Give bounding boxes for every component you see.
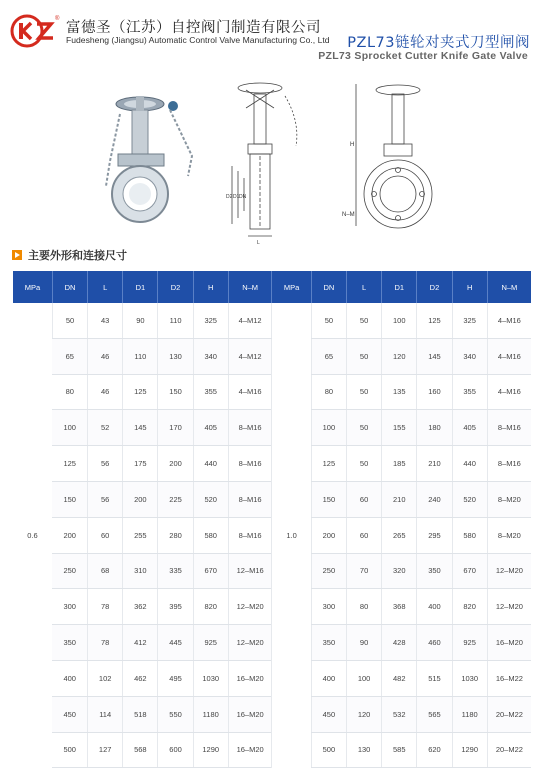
table-cell: 56	[88, 446, 123, 482]
table-cell: 46	[88, 374, 123, 410]
table-cell: 4–M12	[228, 338, 272, 374]
table-cell: 600	[158, 732, 193, 768]
company-name-cn: 富德圣（江苏）自控阀门制造有限公司	[66, 20, 321, 36]
table-cell: 160	[417, 374, 452, 410]
company-logo	[10, 14, 62, 48]
table-cell: 200	[123, 481, 158, 517]
table-cell: 68	[88, 553, 123, 589]
pressure-cell-left: 0.6	[13, 303, 52, 768]
valve-photo	[106, 96, 192, 222]
table-cell: 12–M20	[487, 553, 531, 589]
table-cell: 4–M16	[487, 338, 531, 374]
table-cell: 670	[452, 553, 487, 589]
table-cell: 1030	[193, 660, 228, 696]
table-cell: 8–M16	[487, 410, 531, 446]
dim-label-l: L	[257, 240, 260, 246]
table-cell: 325	[193, 303, 228, 338]
section-title: 主要外形和连接尺寸	[28, 249, 127, 262]
table-cell: 340	[193, 338, 228, 374]
table-cell: 428	[382, 625, 417, 661]
table-cell: 60	[88, 517, 123, 553]
table-cell: 350	[417, 553, 452, 589]
table-cell: 250	[52, 553, 87, 589]
table-cell: 145	[123, 410, 158, 446]
table-cell: 925	[193, 625, 228, 661]
table-cell: 4–M16	[228, 374, 272, 410]
table-cell: 114	[88, 696, 123, 732]
table-cell: 550	[158, 696, 193, 732]
table-body	[13, 303, 531, 768]
table-cell: 155	[382, 410, 417, 446]
table-cell: 482	[382, 660, 417, 696]
table-cell: 320	[382, 553, 417, 589]
table-cell: 495	[158, 660, 193, 696]
table-cell: 300	[311, 589, 346, 625]
table-cell: 110	[158, 303, 193, 338]
table-cell: 60	[347, 481, 382, 517]
table-cell: 210	[417, 446, 452, 482]
header-cell: DN	[52, 271, 87, 303]
header-cell: D1	[382, 271, 417, 303]
table-cell: 310	[123, 553, 158, 589]
product-title-cn: PZL73链轮对夹式刀型闸阀	[347, 35, 530, 51]
table-cell: 565	[417, 696, 452, 732]
table-cell: 16–M20	[228, 696, 272, 732]
table-cell: 8–M16	[228, 410, 272, 446]
table-cell: 127	[88, 732, 123, 768]
header-cell: DN	[311, 271, 346, 303]
play-arrow-icon	[12, 250, 22, 260]
table-cell: 500	[52, 732, 87, 768]
table-cell: 335	[158, 553, 193, 589]
product-title-en: PZL73 Sprocket Cutter Knife Gate Valve	[318, 50, 528, 62]
table-cell: 8–M16	[228, 446, 272, 482]
table-cell: 532	[382, 696, 417, 732]
table-cell: 175	[123, 446, 158, 482]
table-cell: 120	[347, 696, 382, 732]
table-cell: 240	[417, 481, 452, 517]
table-cell: 412	[123, 625, 158, 661]
section-heading	[12, 248, 127, 262]
table-cell: 395	[158, 589, 193, 625]
table-row	[13, 303, 531, 338]
table-cell: 100	[347, 660, 382, 696]
table-cell: 405	[193, 410, 228, 446]
dimension-table	[13, 271, 531, 768]
table-cell: 16–M22	[487, 660, 531, 696]
table-cell: 585	[382, 732, 417, 768]
dim-label-d2: D2	[226, 194, 233, 200]
table-cell: 135	[382, 374, 417, 410]
table-cell: 368	[382, 589, 417, 625]
dim-label-dn: DN	[239, 194, 247, 200]
table-cell: 200	[158, 446, 193, 482]
table-cell: 280	[158, 517, 193, 553]
table-cell: 12–M20	[228, 589, 272, 625]
header-cell: MPa	[13, 271, 52, 303]
table-cell: 1180	[452, 696, 487, 732]
table-cell: 78	[88, 589, 123, 625]
table-cell: 65	[311, 338, 346, 374]
table-cell: 120	[382, 338, 417, 374]
dim-label-nm: N–M	[342, 212, 355, 218]
table-cell: 670	[193, 553, 228, 589]
table-cell: 580	[193, 517, 228, 553]
table-cell: 520	[452, 481, 487, 517]
table-cell: 52	[88, 410, 123, 446]
header-cell: L	[347, 271, 382, 303]
table-cell: 8–M16	[228, 481, 272, 517]
header-cell: N–M	[487, 271, 531, 303]
table-cell: 4–M16	[487, 374, 531, 410]
table-cell: 462	[123, 660, 158, 696]
table-cell: 362	[123, 589, 158, 625]
table-cell: 50	[347, 410, 382, 446]
table-cell: 225	[158, 481, 193, 517]
table-cell: 355	[452, 374, 487, 410]
pressure-cell-right: 1.0	[272, 303, 311, 768]
table-cell: 1290	[452, 732, 487, 768]
company-name-en: Fudesheng (Jiangsu) Automatic Control Valve Manufacturing Co., Ltd	[66, 35, 330, 45]
table-cell: 925	[452, 625, 487, 661]
table-cell: 50	[52, 303, 87, 338]
table-cell: 450	[52, 696, 87, 732]
table-cell: 100	[311, 410, 346, 446]
dim-label-d1: D1	[233, 194, 240, 200]
table-cell: 50	[347, 303, 382, 338]
table-cell: 12–M20	[228, 625, 272, 661]
table-cell: 56	[88, 481, 123, 517]
table-cell: 50	[347, 446, 382, 482]
table-cell: 355	[193, 374, 228, 410]
front-view-drawing	[342, 84, 432, 228]
table-cell: 12–M16	[228, 553, 272, 589]
table-cell: 255	[123, 517, 158, 553]
table-cell: 8–M16	[487, 446, 531, 482]
table-cell: 180	[417, 410, 452, 446]
table-cell: 405	[452, 410, 487, 446]
table-cell: 16–M20	[228, 660, 272, 696]
table-cell: 440	[193, 446, 228, 482]
svg-text:®: ®	[55, 16, 60, 22]
header-cell: D2	[158, 271, 193, 303]
header-cell: L	[88, 271, 123, 303]
table-cell: 460	[417, 625, 452, 661]
table-cell: 80	[52, 374, 87, 410]
table-cell: 20–M22	[487, 696, 531, 732]
header-cell: D2	[417, 271, 452, 303]
table-cell: 46	[88, 338, 123, 374]
table-cell: 185	[382, 446, 417, 482]
header-cell: N–M	[228, 271, 272, 303]
table-cell: 80	[311, 374, 346, 410]
table-cell: 580	[452, 517, 487, 553]
table-cell: 100	[382, 303, 417, 338]
table-cell: 125	[123, 374, 158, 410]
table-cell: 295	[417, 517, 452, 553]
table-cell: 350	[52, 625, 87, 661]
table-cell: 8–M20	[487, 517, 531, 553]
table-cell: 16–M20	[487, 625, 531, 661]
table-cell: 515	[417, 660, 452, 696]
table-cell: 170	[158, 410, 193, 446]
table-cell: 8–M16	[228, 517, 272, 553]
table-cell: 440	[452, 446, 487, 482]
table-cell: 325	[452, 303, 487, 338]
table-cell: 1180	[193, 696, 228, 732]
side-view-drawing	[226, 83, 297, 246]
table-cell: 90	[123, 303, 158, 338]
table-cell: 340	[452, 338, 487, 374]
header-cell: H	[452, 271, 487, 303]
table-cell: 820	[193, 589, 228, 625]
table-cell: 350	[311, 625, 346, 661]
table-cell: 102	[88, 660, 123, 696]
table-cell: 145	[417, 338, 452, 374]
table-cell: 200	[52, 517, 87, 553]
table-cell: 568	[123, 732, 158, 768]
table-cell: 20–M22	[487, 732, 531, 768]
table-cell: 150	[311, 481, 346, 517]
table-cell: 100	[52, 410, 87, 446]
table-cell: 150	[158, 374, 193, 410]
table-cell: 12–M20	[487, 589, 531, 625]
table-cell: 110	[123, 338, 158, 374]
table-cell: 620	[417, 732, 452, 768]
table-cell: 125	[417, 303, 452, 338]
table-cell: 210	[382, 481, 417, 517]
table-cell: 125	[52, 446, 87, 482]
table-cell: 70	[347, 553, 382, 589]
table-cell: 4–M12	[228, 303, 272, 338]
table-cell: 150	[52, 481, 87, 517]
table-cell: 43	[88, 303, 123, 338]
table-cell: 500	[311, 732, 346, 768]
table-cell: 518	[123, 696, 158, 732]
table-cell: 1030	[452, 660, 487, 696]
header-cell: H	[193, 271, 228, 303]
table-cell: 78	[88, 625, 123, 661]
table-cell: 400	[417, 589, 452, 625]
table-cell: 520	[193, 481, 228, 517]
table-cell: 445	[158, 625, 193, 661]
table-cell: 50	[347, 374, 382, 410]
table-cell: 130	[158, 338, 193, 374]
table-cell: 450	[311, 696, 346, 732]
table-cell: 250	[311, 553, 346, 589]
table-header-row	[13, 271, 531, 303]
table-cell: 265	[382, 517, 417, 553]
table-cell: 16–M20	[228, 732, 272, 768]
table-cell: 65	[52, 338, 87, 374]
table-cell: 200	[311, 517, 346, 553]
table-cell: 400	[52, 660, 87, 696]
table-cell: 50	[347, 338, 382, 374]
table-cell: 820	[452, 589, 487, 625]
header-cell: D1	[123, 271, 158, 303]
table-cell: 400	[311, 660, 346, 696]
table-cell: 80	[347, 589, 382, 625]
header-cell: MPa	[272, 271, 311, 303]
table-cell: 90	[347, 625, 382, 661]
table-cell: 50	[311, 303, 346, 338]
table-cell: 130	[347, 732, 382, 768]
table-cell: 8–M20	[487, 481, 531, 517]
table-cell: 300	[52, 589, 87, 625]
table-cell: 60	[347, 517, 382, 553]
dim-label-h: H	[350, 142, 355, 148]
table-cell: 125	[311, 446, 346, 482]
table-cell: 4–M16	[487, 303, 531, 338]
table-cell: 1290	[193, 732, 228, 768]
product-drawings	[0, 66, 544, 248]
